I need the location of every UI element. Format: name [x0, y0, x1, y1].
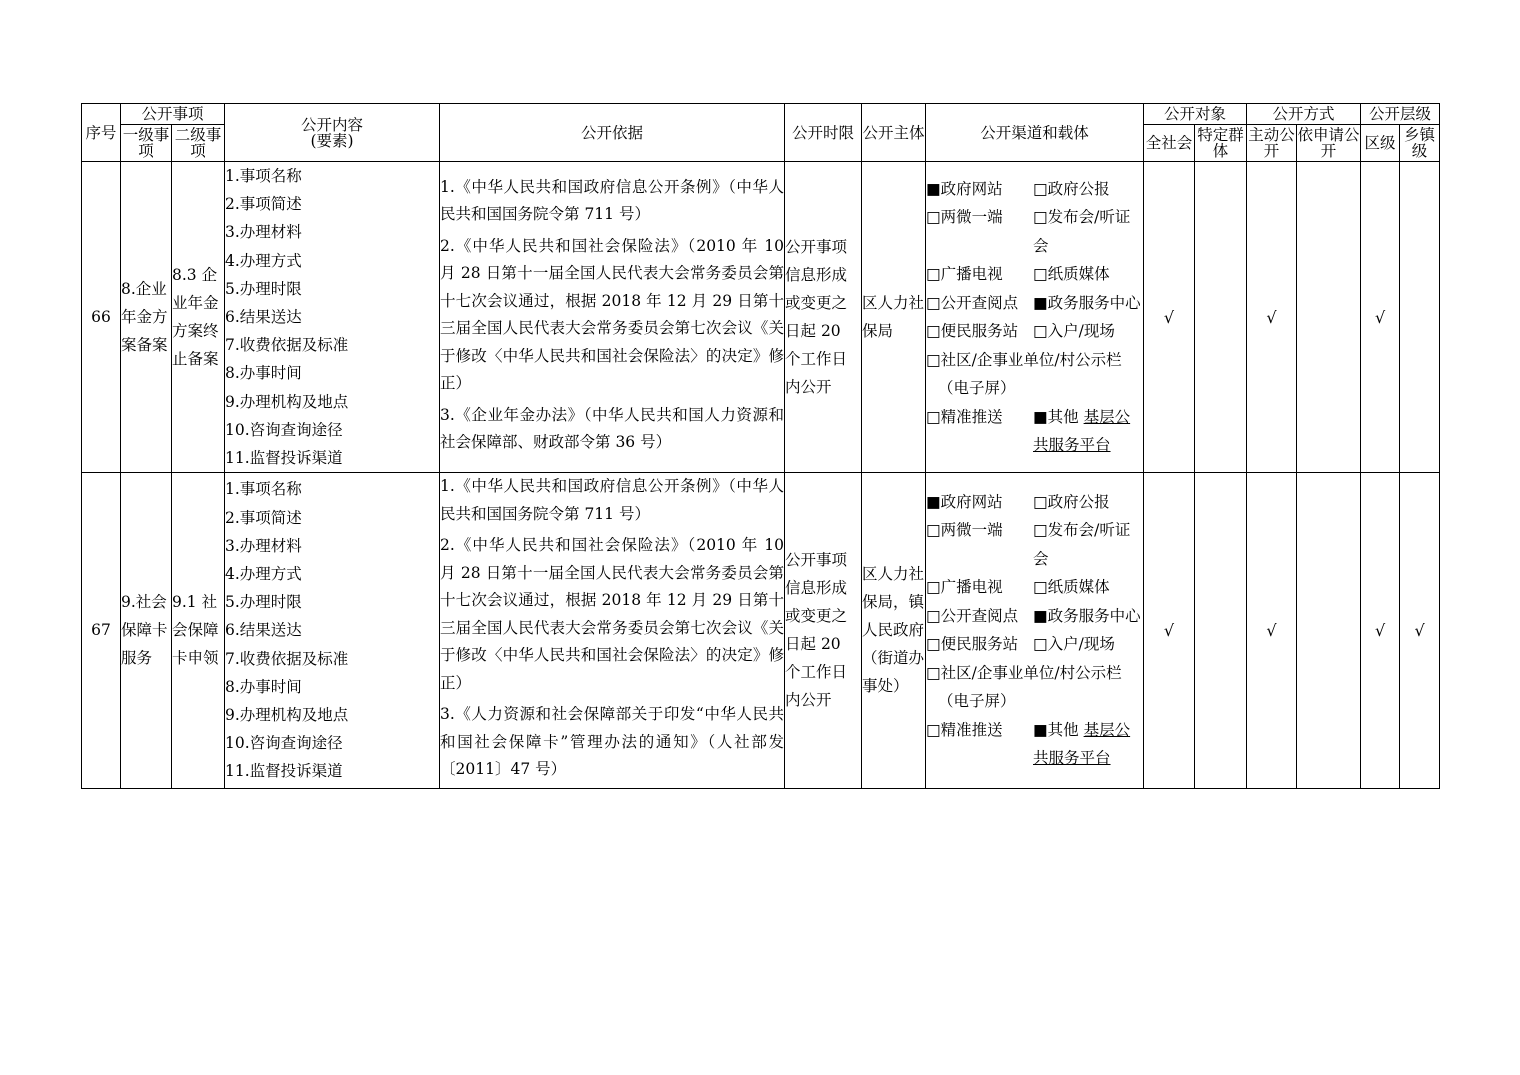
channel-option: ■政务服务中心 — [1033, 606, 1141, 625]
basis-item: 2.《中华人民共和国社会保险法》（2010 年 10 月 28 日第十一届全国人民代表大会常务委员会第十七次会议通过，根据 2018 年 12 月 29 日第十三届全国人民代表大会常务委员会第七次会议《关于修改〈中华人民共和国社会保险法〉的决定》修正） — [440, 536, 785, 692]
channel-option-note: （电子屏） — [938, 379, 1016, 398]
content-item: 5.办理时限 — [225, 593, 302, 612]
basis-item: 1.《中华人民共和国政府信息公开条例》（中华人民共和国国务院令第 711 号） — [440, 177, 785, 224]
header-target: 公开对象 — [1144, 104, 1247, 125]
channel-option: □两微一端 — [926, 208, 1003, 227]
content-item: 2.事项简述 — [225, 508, 302, 527]
row-subject: 区人力社保局，镇人民政府（街道办事处） — [862, 473, 926, 789]
header-items: 公开事项 — [121, 104, 225, 125]
content-item: 8.办事时间 — [225, 364, 302, 383]
check-mode-request — [1297, 162, 1361, 473]
row-time-limit: 公开事项信息形成或变更之日起 20 个工作日内公开 — [785, 473, 862, 789]
basis-item: 1.《中华人民共和国政府信息公开条例》（中华人民共和国国务院令第 711 号） — [440, 477, 785, 523]
channel-option: □纸质媒体 — [1033, 265, 1110, 284]
content-item: 1.事项名称 — [225, 480, 302, 499]
check-level-district: √ — [1361, 162, 1400, 473]
row-basis — [440, 162, 785, 473]
row-level2: 8.3 企业年金方案终止备案 — [172, 162, 225, 473]
row-time-limit: 公开事项信息形成或变更之日起 20 个工作日内公开 — [785, 162, 862, 473]
check-target-all: √ — [1144, 473, 1195, 789]
content-item: 7.收费依据及标准 — [225, 649, 349, 668]
content-item: 3.办理材料 — [225, 223, 302, 242]
header-content-label: 公开内容 — [301, 115, 364, 134]
channel-option: ■政务服务中心 — [1033, 293, 1141, 312]
content-item: 11.监督投诉渠道 — [225, 762, 343, 781]
header-level-town: 乡镇级 — [1400, 125, 1440, 162]
content-item: 6.结果送达 — [225, 621, 302, 640]
row-level2: 9.1 社会保障卡申领 — [172, 473, 225, 789]
channel-option: □发布会/听证会 — [1033, 521, 1131, 568]
row-channels — [926, 162, 1144, 473]
basis-item: 3.《人力资源和社会保障部关于印发“中华人民共和国社会保障卡”管理办法的通知》（人社部发〔2011〕47 号） — [440, 705, 785, 779]
header-target-all: 全社会 — [1144, 125, 1195, 162]
header-basis: 公开依据 — [440, 104, 785, 162]
channel-option: □政府公报 — [1033, 179, 1110, 198]
channel-option: □广播电视 — [926, 265, 1003, 284]
channel-option: ■其他 — [1033, 720, 1079, 739]
disclosure-table — [81, 103, 1440, 789]
header-content-sub: (要素) — [310, 131, 354, 150]
check-level-town — [1400, 162, 1440, 473]
row-subject: 区人力社保局 — [862, 162, 926, 473]
header-level-district: 区级 — [1361, 125, 1400, 162]
row-seq: 67 — [82, 473, 121, 789]
header-mode-request: 依申请公开 — [1297, 126, 1360, 160]
header-mode-active: 主动公开 — [1248, 126, 1295, 160]
header-level: 公开层级 — [1361, 104, 1440, 125]
channel-option: □入户/现场 — [1033, 322, 1115, 341]
header-seq: 序号 — [82, 104, 121, 162]
content-item: 10.咨询查询途径 — [225, 734, 343, 753]
channel-option: □入户/现场 — [1033, 635, 1115, 654]
row-basis — [440, 473, 785, 789]
channel-option: □公开查阅点 — [926, 606, 1019, 625]
content-item: 9.办理机构及地点 — [225, 392, 349, 411]
content-item: 11.监督投诉渠道 — [225, 449, 343, 468]
channel-option-note: （电子屏） — [938, 692, 1016, 711]
channel-option: □纸质媒体 — [1033, 578, 1110, 597]
content-item: 9.办理机构及地点 — [225, 705, 349, 724]
channel-option: ■政府网站 — [926, 179, 1003, 198]
check-target-group — [1195, 473, 1247, 789]
content-item: 4.办理方式 — [225, 251, 302, 270]
content-item: 3.办理材料 — [225, 536, 302, 555]
channel-option: □社区/企事业单位/村公示栏 — [926, 663, 1122, 682]
content-item: 1.事项名称 — [225, 167, 302, 185]
row-content-list — [225, 473, 440, 789]
header-level2: 二级事项 — [172, 125, 225, 162]
content-item: 7.收费依据及标准 — [225, 336, 349, 355]
table-row — [82, 162, 1440, 473]
check-target-group — [1195, 162, 1247, 473]
check-mode-request — [1297, 473, 1361, 789]
table-row — [82, 473, 1440, 789]
check-level-town: √ — [1400, 473, 1440, 789]
header-level1: 一级事项 — [121, 125, 172, 162]
table-header — [82, 104, 1440, 162]
channel-option: □便民服务站 — [926, 322, 1019, 341]
channel-other-text: 基层公共服务平台 — [1033, 720, 1131, 768]
header-channel: 公开渠道和载体 — [926, 104, 1144, 162]
check-target-all: √ — [1144, 162, 1195, 473]
content-item: 5.办理时限 — [225, 279, 302, 298]
channel-option: ■政府网站 — [926, 492, 1003, 511]
channel-option: □精准推送 — [926, 720, 1003, 739]
channel-other-text: 基层公共服务平台 — [1033, 407, 1131, 455]
row-seq: 66 — [82, 162, 121, 473]
channel-option: □广播电视 — [926, 578, 1003, 597]
channel-option: ■其他 — [1033, 407, 1079, 426]
channel-option: □公开查阅点 — [926, 293, 1019, 312]
content-item: 8.办事时间 — [225, 677, 302, 696]
header-mode: 公开方式 — [1247, 104, 1361, 125]
content-item: 10.咨询查询途径 — [225, 420, 343, 439]
header-target-group: 特定群体 — [1195, 125, 1247, 162]
row-level1: 8.企业年金方案备案 — [121, 162, 172, 473]
channel-option: □社区/企事业单位/村公示栏 — [926, 350, 1122, 369]
check-level-district: √ — [1361, 473, 1400, 789]
channel-option: □两微一端 — [926, 521, 1003, 540]
channel-option: □精准推送 — [926, 407, 1003, 426]
channel-option: □便民服务站 — [926, 635, 1019, 654]
channel-option: □政府公报 — [1033, 492, 1110, 511]
row-level1: 9.社会保障卡服务 — [121, 473, 172, 789]
content-item: 4.办理方式 — [225, 564, 302, 583]
check-mode-active: √ — [1247, 473, 1297, 789]
row-channels — [926, 473, 1144, 789]
row-content-list — [225, 162, 440, 473]
basis-item: 3.《企业年金办法》（中华人民共和国人力资源和社会保障部、财政部令第 36 号） — [440, 405, 785, 452]
channel-option: □发布会/听证会 — [1033, 208, 1131, 255]
check-mode-active: √ — [1247, 162, 1297, 473]
content-item: 6.结果送达 — [225, 308, 302, 327]
header-time-limit: 公开时限 — [785, 104, 862, 162]
header-content — [225, 104, 440, 162]
content-item: 2.事项简述 — [225, 195, 302, 214]
basis-item: 2.《中华人民共和国社会保险法》（2010 年 10 月 28 日第十一届全国人民代表大会常务委员会第十七次会议通过，根据 2018 年 12 月 29 日第十三届全国人民代表大会常务委员会第七次会议《关于修改〈中华人民共和国社会保险法〉的决定》修正） — [440, 236, 785, 393]
header-subject: 公开主体 — [862, 104, 926, 162]
